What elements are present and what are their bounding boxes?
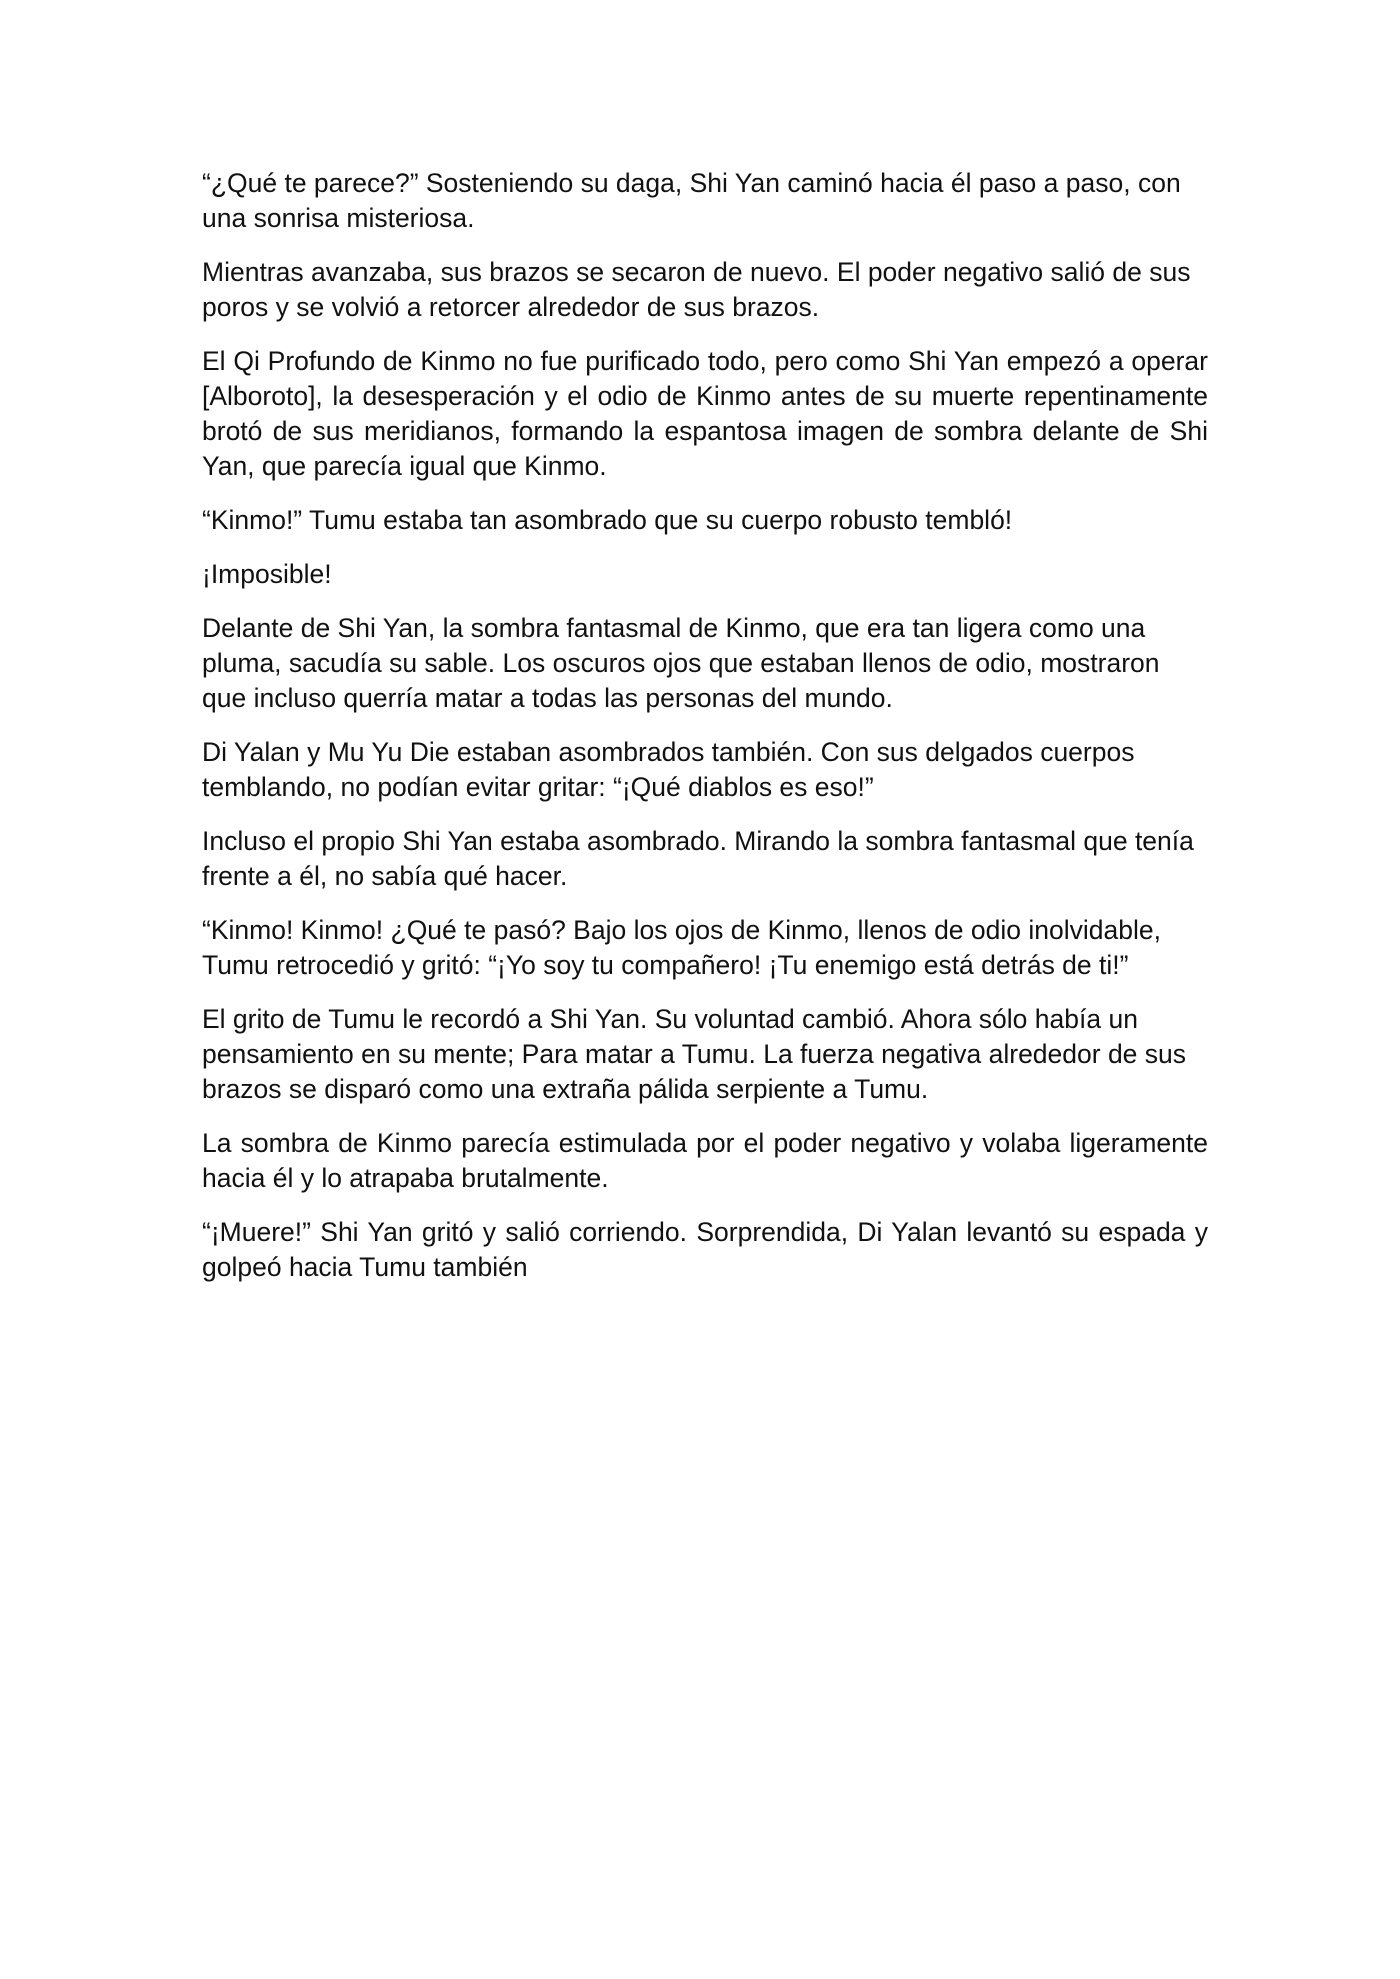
paragraph: Di Yalan y Mu Yu Die estaban asombrados también. Con sus delgados cuerpos temblando, no podían evitar gritar: “¡Qué diablos es eso!” — [202, 737, 1135, 802]
text-column — [202, 166, 1208, 1304]
paragraph: Delante de Shi Yan, la sombra fantasmal de Kinmo, que era tan ligera como una pluma, sacudía su sable. Los oscuros ojos que estaban llenos de odio, mostraron que incluso querría matar a todas las personas del mundo. — [202, 613, 1160, 713]
paragraph: Incluso el propio Shi Yan estaba asombrado. Mirando la sombra fantasmal que tenía frente a él, no sabía qué hacer. — [202, 826, 1194, 891]
paragraph: Mientras avanzaba, sus brazos se secaron de nuevo. El poder negativo salió de sus poros y se volvió a retorcer alrededor de sus brazos. — [202, 257, 1191, 322]
paragraph: El Qi Profundo de Kinmo no fue purificado todo, pero como Shi Yan empezó a operar [Alboroto], la desesperación y el odio de Kinmo antes de su muerte repentinamente brotó de sus meridianos, formando la espantosa imagen de sombra delante de Shi Yan, que parecía igual que Kinmo. — [202, 346, 1208, 481]
paragraph: “¡Muere!” Shi Yan gritó y salió corriendo. Sorprendida, Di Yalan levantó su espada y golpeó hacia Tumu también — [202, 1217, 1208, 1282]
paragraph: “Kinmo!” Tumu estaba tan asombrado que su cuerpo robusto tembló! — [202, 505, 1013, 535]
paragraph: “¿Qué te parece?” Sosteniendo su daga, Shi Yan caminó hacia él paso a paso, con una sonrisa misteriosa. — [202, 168, 1181, 233]
paragraph: ¡Imposible! — [202, 559, 332, 589]
paragraph: La sombra de Kinmo parecía estimulada por el poder negativo y volaba ligeramente hacia él y lo atrapaba brutalmente. — [202, 1128, 1208, 1193]
paragraph: El grito de Tumu le recordó a Shi Yan. Su voluntad cambió. Ahora sólo había un pensamiento en su mente; Para matar a Tumu. La fuerza negativa alrededor de sus brazos se disparó como una extraña pálida serpiente a Tumu. — [202, 1004, 1187, 1104]
paragraph: “Kinmo! Kinmo! ¿Qué te pasó? Bajo los ojos de Kinmo, llenos de odio inolvidable, Tumu retrocedió y gritó: “¡Yo soy tu compañero! ¡Tu enemigo está detrás de ti!” — [202, 915, 1161, 980]
